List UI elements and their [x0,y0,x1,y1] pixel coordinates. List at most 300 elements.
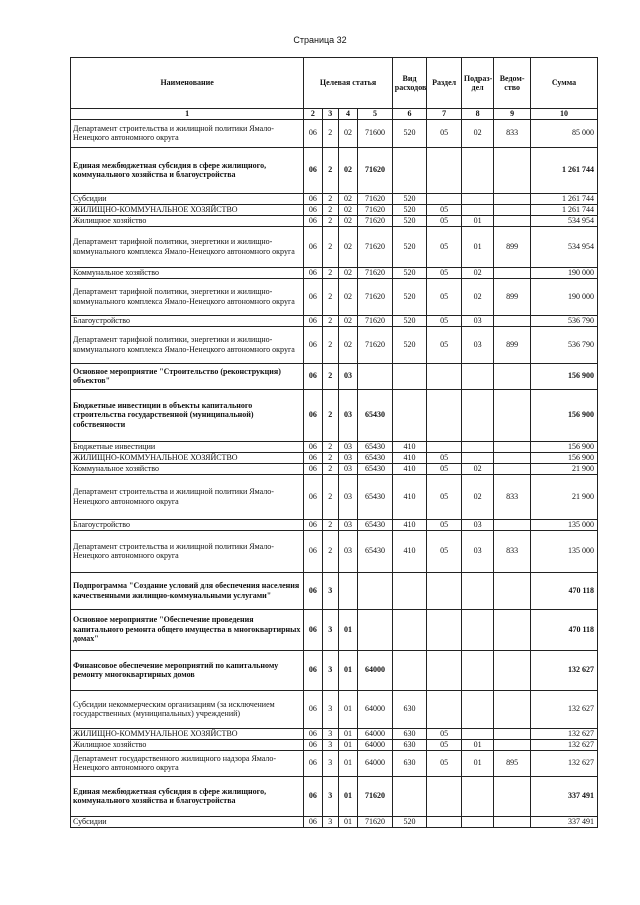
header-department: Ведом-ство [494,58,531,109]
section: 05 [427,750,462,776]
column-number: 5 [358,109,393,120]
target-code-program: 06 [304,776,322,816]
target-code-direction: 65430 [358,389,393,441]
expense-type: 520 [392,226,427,267]
expense-type: 410 [392,452,427,463]
row-sum: 337 491 [530,776,597,816]
target-code-direction: 65430 [358,530,393,572]
table-row [71,193,598,204]
column-number: 9 [494,109,531,120]
target-code-subprogram: 2 [322,267,338,278]
budget-table [70,57,598,828]
target-code-event: 02 [338,204,357,215]
expense-type: 520 [392,816,427,827]
subsection: 02 [461,267,493,278]
target-code-event: 02 [338,278,357,315]
header-subsection: Подраз-дел [461,58,493,109]
department-code [494,441,531,452]
table-row [71,463,598,474]
subsection [461,389,493,441]
target-code-direction: 64000 [358,690,393,728]
target-code-direction: 71620 [358,267,393,278]
target-code-direction: 71620 [358,816,393,827]
target-code-subprogram: 2 [322,193,338,204]
target-code-event: 03 [338,452,357,463]
subsection [461,147,493,193]
target-code-event: 01 [338,776,357,816]
target-code-subprogram: 3 [322,739,338,750]
table-row [71,816,598,827]
expense-type [392,650,427,690]
target-code-direction: 64000 [358,739,393,750]
target-code-subprogram: 3 [322,750,338,776]
row-sum: 21 900 [530,474,597,519]
target-code-event: 02 [338,226,357,267]
expense-type: 520 [392,326,427,363]
table-row [71,452,598,463]
row-sum: 470 118 [530,572,597,609]
expense-type: 630 [392,739,427,750]
table-row [71,776,598,816]
table-row [71,226,598,267]
target-code-direction [358,572,393,609]
row-name: Департамент строительства и жилищной политики Ямало-Ненецкого автономного округа [71,119,304,147]
target-code-direction: 65430 [358,474,393,519]
column-number: 8 [461,109,493,120]
table-row [71,278,598,315]
subsection: 03 [461,519,493,530]
expense-type: 410 [392,463,427,474]
subsection [461,452,493,463]
target-code-direction: 71620 [358,315,393,326]
column-number: 3 [322,109,338,120]
target-code-event: 02 [338,315,357,326]
row-sum: 156 900 [530,389,597,441]
department-code [494,650,531,690]
section: 05 [427,215,462,226]
target-code-program: 06 [304,389,322,441]
section: 05 [427,530,462,572]
expense-type: 520 [392,193,427,204]
target-code-program: 06 [304,363,322,389]
target-code-direction [358,363,393,389]
section [427,193,462,204]
expense-type: 410 [392,441,427,452]
section: 05 [427,519,462,530]
target-code-subprogram: 3 [322,650,338,690]
table-row [71,204,598,215]
row-name: Благоустройство [71,519,304,530]
subsection: 02 [461,119,493,147]
section [427,690,462,728]
target-code-event: 02 [338,193,357,204]
target-code-direction: 71600 [358,119,393,147]
row-sum: 132 627 [530,739,597,750]
department-code [494,739,531,750]
row-sum: 21 900 [530,463,597,474]
row-name: Коммунальное хозяйство [71,267,304,278]
subsection [461,690,493,728]
target-code-event: 03 [338,389,357,441]
row-sum: 156 900 [530,363,597,389]
department-code [494,363,531,389]
row-sum: 190 000 [530,278,597,315]
header-target-article: Целевая статья [304,58,393,109]
target-code-event: 01 [338,739,357,750]
table-row [71,690,598,728]
target-code-event: 01 [338,728,357,739]
target-code-direction: 71620 [358,326,393,363]
subsection: 01 [461,750,493,776]
section [427,147,462,193]
expense-type [392,572,427,609]
target-code-event: 03 [338,474,357,519]
row-sum: 1 261 744 [530,193,597,204]
department-code [494,315,531,326]
department-code [494,609,531,650]
target-code-subprogram: 2 [322,463,338,474]
target-code-subprogram: 2 [322,315,338,326]
table-row [71,739,598,750]
section [427,441,462,452]
subsection: 01 [461,739,493,750]
subsection [461,572,493,609]
target-code-program: 06 [304,326,322,363]
row-name: Субсидии [71,193,304,204]
target-code-direction: 65430 [358,441,393,452]
target-code-program: 06 [304,650,322,690]
department-code: 899 [494,226,531,267]
section: 05 [427,728,462,739]
row-name: Департамент тарифной политики, энергетики и жилищно-коммунального комплекса Ямало-Ненецкого автономного округа [71,326,304,363]
header-sum: Сумма [530,58,597,109]
section: 05 [427,119,462,147]
row-sum: 156 900 [530,441,597,452]
table-row [71,519,598,530]
target-code-program: 06 [304,750,322,776]
department-code: 833 [494,474,531,519]
row-name: Подпрограмма "Создание условий для обеспечения населения качественными жилищно-коммунальными услугами" [71,572,304,609]
page-number-label: Страница 32 [293,35,347,45]
row-name: Бюджетные инвестиции в объекты капитального строительства государственной (муниципальной) собственности [71,389,304,441]
target-code-direction: 71620 [358,147,393,193]
section [427,572,462,609]
department-code [494,452,531,463]
section [427,776,462,816]
department-code [494,776,531,816]
row-sum: 534 954 [530,215,597,226]
target-code-direction: 71620 [358,278,393,315]
target-code-event: 02 [338,215,357,226]
table-row [71,315,598,326]
target-code-subprogram: 2 [322,441,338,452]
target-code-program: 06 [304,572,322,609]
table-row [71,147,598,193]
row-sum: 132 627 [530,728,597,739]
department-code [494,389,531,441]
target-code-subprogram: 2 [322,326,338,363]
row-sum: 132 627 [530,750,597,776]
target-code-program: 06 [304,690,322,728]
row-name: ЖИЛИЩНО-КОММУНАЛЬНОЕ ХОЗЯЙСТВО [71,204,304,215]
expense-type: 520 [392,267,427,278]
row-sum: 135 000 [530,519,597,530]
subsection [461,650,493,690]
column-number: 6 [392,109,427,120]
department-code [494,215,531,226]
target-code-direction: 71620 [358,226,393,267]
target-code-subprogram: 2 [322,278,338,315]
target-code-direction: 65430 [358,463,393,474]
target-code-subprogram: 3 [322,572,338,609]
department-code [494,728,531,739]
row-sum: 190 000 [530,267,597,278]
target-code-event: 01 [338,609,357,650]
target-code-subprogram: 2 [322,530,338,572]
row-name: Субсидии некоммерческим организациям (за исключением государственных (муниципальных) учреждений) [71,690,304,728]
subsection [461,609,493,650]
subsection: 01 [461,215,493,226]
row-name: Финансовое обеспечение мероприятий по капитальному ремонту многоквартирных домов [71,650,304,690]
subsection [461,363,493,389]
subsection: 02 [461,278,493,315]
table-row [71,363,598,389]
target-code-event: 03 [338,519,357,530]
table-row [71,119,598,147]
expense-type: 630 [392,690,427,728]
target-code-program: 06 [304,452,322,463]
row-name: Департамент тарифной политики, энергетики и жилищно-коммунального комплекса Ямало-Ненецкого автономного округа [71,226,304,267]
row-name: ЖИЛИЩНО-КОММУНАЛЬНОЕ ХОЗЯЙСТВО [71,728,304,739]
column-number-row [71,109,598,120]
table-row [71,609,598,650]
department-code: 833 [494,119,531,147]
subsection: 02 [461,463,493,474]
section: 05 [427,204,462,215]
section: 05 [427,226,462,267]
section [427,650,462,690]
target-code-program: 06 [304,463,322,474]
department-code: 899 [494,278,531,315]
target-code-subprogram: 3 [322,776,338,816]
target-code-subprogram: 2 [322,215,338,226]
subsection [461,193,493,204]
section [427,363,462,389]
expense-type: 410 [392,530,427,572]
row-sum: 135 000 [530,530,597,572]
subsection [461,776,493,816]
subsection [461,441,493,452]
target-code-event: 03 [338,441,357,452]
row-name: Субсидии [71,816,304,827]
target-code-direction: 65430 [358,519,393,530]
target-code-program: 06 [304,215,322,226]
section: 05 [427,463,462,474]
target-code-direction: 71620 [358,193,393,204]
target-code-program: 06 [304,441,322,452]
expense-type: 630 [392,750,427,776]
department-code [494,519,531,530]
row-sum: 534 954 [530,226,597,267]
expense-type: 630 [392,728,427,739]
row-name: Департамент строительства и жилищной политики Ямало-Ненецкого автономного округа [71,474,304,519]
target-code-direction: 64000 [358,728,393,739]
subsection: 03 [461,530,493,572]
target-code-subprogram: 2 [322,204,338,215]
target-code-subprogram: 2 [322,363,338,389]
target-code-event: 02 [338,326,357,363]
row-name: Жилищное хозяйство [71,739,304,750]
table-row [71,650,598,690]
row-name: Жилищное хозяйство [71,215,304,226]
department-code: 895 [494,750,531,776]
expense-type: 410 [392,474,427,519]
target-code-program: 06 [304,728,322,739]
target-code-subprogram: 2 [322,389,338,441]
section [427,609,462,650]
department-code [494,147,531,193]
row-sum: 1 261 744 [530,147,597,193]
section: 05 [427,474,462,519]
row-name: Основное мероприятие "Строительство (реконструкция) объектов" [71,363,304,389]
section: 05 [427,267,462,278]
section: 05 [427,739,462,750]
target-code-subprogram: 2 [322,452,338,463]
section: 05 [427,326,462,363]
target-code-program: 06 [304,204,322,215]
target-code-subprogram: 2 [322,226,338,267]
table-row [71,215,598,226]
target-code-direction [358,609,393,650]
table-row [71,728,598,739]
target-code-subprogram: 3 [322,690,338,728]
target-code-subprogram: 3 [322,816,338,827]
row-sum: 470 118 [530,609,597,650]
department-code [494,267,531,278]
subsection [461,728,493,739]
header-name: Наименование [71,58,304,109]
header-section: Раздел [427,58,462,109]
target-code-program: 06 [304,147,322,193]
target-code-event [338,572,357,609]
table-header-row [71,58,598,109]
subsection: 01 [461,226,493,267]
target-code-program: 06 [304,119,322,147]
table-row [71,572,598,609]
target-code-event: 01 [338,750,357,776]
column-number: 4 [338,109,357,120]
subsection [461,816,493,827]
target-code-program: 06 [304,519,322,530]
target-code-event: 02 [338,267,357,278]
target-code-direction: 65430 [358,452,393,463]
row-sum: 536 790 [530,315,597,326]
row-name: Основное мероприятие "Обеспечение проведения капитального ремонта общего имущества в многоквартирных домах" [71,609,304,650]
target-code-program: 06 [304,315,322,326]
table-row [71,326,598,363]
row-sum: 536 790 [530,326,597,363]
section: 05 [427,315,462,326]
table-row [71,474,598,519]
target-code-direction: 71620 [358,776,393,816]
section [427,389,462,441]
department-code [494,193,531,204]
row-name: Департамент строительства и жилищной политики Ямало-Ненецкого автономного округа [71,530,304,572]
target-code-program: 06 [304,267,322,278]
row-sum: 132 627 [530,650,597,690]
target-code-direction: 64000 [358,750,393,776]
expense-type: 520 [392,119,427,147]
row-name: Единая межбюджетная субсидия в сфере жилищного, коммунального хозяйства и благоустройства [71,147,304,193]
department-code [494,816,531,827]
target-code-subprogram: 2 [322,519,338,530]
target-code-event: 03 [338,363,357,389]
department-code [494,204,531,215]
row-sum: 337 491 [530,816,597,827]
table-row [71,530,598,572]
target-code-subprogram: 2 [322,147,338,193]
table-row [71,441,598,452]
target-code-program: 06 [304,530,322,572]
expense-type [392,389,427,441]
expense-type [392,363,427,389]
table-row [71,750,598,776]
target-code-program: 06 [304,278,322,315]
department-code: 899 [494,326,531,363]
target-code-event: 01 [338,816,357,827]
expense-type [392,147,427,193]
column-number: 10 [530,109,597,120]
subsection: 03 [461,315,493,326]
expense-type [392,776,427,816]
column-number: 2 [304,109,322,120]
expense-type: 520 [392,315,427,326]
target-code-event: 01 [338,690,357,728]
target-code-direction: 64000 [358,650,393,690]
department-code [494,690,531,728]
target-code-subprogram: 3 [322,609,338,650]
subsection [461,204,493,215]
target-code-event: 01 [338,650,357,690]
row-name: Департамент тарифной политики, энергетики и жилищно-коммунального комплекса Ямало-Ненецкого автономного округа [71,278,304,315]
section: 05 [427,452,462,463]
row-sum: 85 000 [530,119,597,147]
row-name: Благоустройство [71,315,304,326]
row-sum: 132 627 [530,690,597,728]
expense-type: 520 [392,204,427,215]
department-code [494,463,531,474]
row-name: Коммунальное хозяйство [71,463,304,474]
expense-type: 410 [392,519,427,530]
row-name: Бюджетные инвестиции [71,441,304,452]
target-code-program: 06 [304,739,322,750]
department-code: 833 [494,530,531,572]
column-number: 1 [71,109,304,120]
target-code-direction: 71620 [358,204,393,215]
header-expense-type: Вид расходов [392,58,427,109]
subsection: 03 [461,326,493,363]
target-code-event: 02 [338,147,357,193]
target-code-program: 06 [304,474,322,519]
target-code-subprogram: 2 [322,474,338,519]
target-code-program: 06 [304,609,322,650]
target-code-program: 06 [304,816,322,827]
section: 05 [427,278,462,315]
column-number: 7 [427,109,462,120]
target-code-subprogram: 3 [322,728,338,739]
expense-type: 520 [392,215,427,226]
target-code-program: 06 [304,226,322,267]
